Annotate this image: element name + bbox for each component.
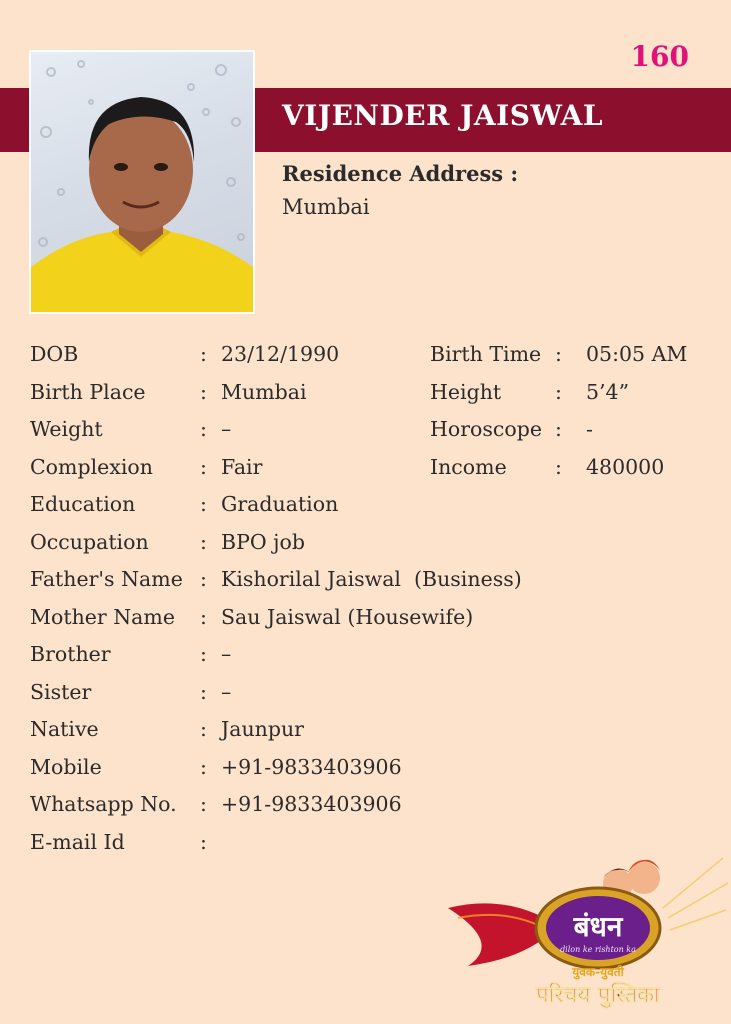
profile-name: VIJENDER JAISWAL: [282, 99, 604, 132]
person-portrait-icon: [31, 52, 253, 312]
separator: :: [555, 342, 562, 366]
sister-value: –: [221, 679, 232, 704]
detail-row: [30, 413, 710, 451]
separator: :: [200, 454, 207, 479]
fathers-name-label: Father's Name: [30, 567, 183, 591]
separator: :: [200, 567, 207, 591]
mother-name-label: Mother Name: [30, 604, 175, 629]
bandhan-logo: [448, 848, 728, 1018]
sister-label: Sister: [30, 679, 92, 704]
fathers-name-value: Kishorilal Jaiswal (Business): [221, 567, 522, 591]
occupation-label: Occupation: [30, 529, 149, 554]
brother-label: Brother: [30, 642, 111, 666]
logo-line2: परिचय पुस्तिका: [536, 983, 660, 1008]
weight-value: –: [221, 417, 232, 441]
height-value: 5’4”: [586, 379, 630, 404]
page-number: 160: [630, 40, 689, 73]
native-label: Native: [30, 717, 99, 741]
detail-row: [30, 526, 710, 564]
horoscope-value: -: [586, 417, 593, 441]
logo-tagline: dilon ke rishton ka: [560, 945, 636, 954]
detail-row: [30, 788, 710, 826]
detail-row: [30, 751, 710, 789]
separator: :: [200, 604, 207, 629]
height-label: Height: [430, 379, 502, 404]
mobile-value: +91-9833403906: [221, 754, 402, 779]
separator: :: [200, 754, 207, 779]
separator: :: [200, 829, 207, 854]
residence-address-label: Residence Address :: [282, 161, 519, 186]
brother-value: –: [221, 642, 232, 666]
separator: :: [200, 679, 207, 704]
birth-time-label: Birth Time: [430, 342, 542, 366]
separator: :: [200, 379, 207, 404]
separator: :: [200, 717, 207, 741]
separator: :: [200, 417, 207, 441]
separator: :: [200, 492, 207, 516]
mother-name-value: Sau Jaiswal (Housewife): [221, 604, 474, 629]
occupation-value: BPO job: [221, 529, 306, 554]
detail-row: [30, 601, 710, 639]
complexion-label: Complexion: [30, 454, 153, 479]
separator: :: [200, 792, 207, 816]
detail-row: [30, 676, 710, 714]
detail-row: [30, 563, 710, 601]
income-value: 480000: [586, 454, 665, 479]
details-table: [30, 338, 710, 863]
detail-row: [30, 713, 710, 751]
birth-place-value: Mumbai: [221, 379, 307, 404]
whatsapp-value: +91-9833403906: [221, 792, 402, 816]
detail-row: [30, 338, 710, 376]
mobile-label: Mobile: [30, 754, 102, 779]
dob-label: DOB: [30, 342, 79, 366]
separator: :: [200, 642, 207, 666]
residence-address-value: Mumbai: [282, 195, 370, 219]
profile-photo: [29, 50, 255, 314]
logo-line1: युवक-युवती: [572, 965, 624, 979]
education-value: Graduation: [221, 492, 339, 516]
native-value: Jaunpur: [221, 717, 304, 741]
email-label: E-mail Id: [30, 829, 125, 854]
detail-row: [30, 451, 710, 489]
separator: :: [555, 379, 562, 404]
education-label: Education: [30, 492, 136, 516]
whatsapp-label: Whatsapp No.: [30, 792, 177, 816]
dob-value: 23/12/1990: [221, 342, 340, 366]
birth-place-label: Birth Place: [30, 379, 146, 404]
income-label: Income: [430, 454, 507, 479]
weight-label: Weight: [30, 417, 103, 441]
separator: :: [200, 342, 207, 366]
separator: :: [555, 417, 562, 441]
detail-row: [30, 488, 710, 526]
detail-row: [30, 638, 710, 676]
birth-time-value: 05:05 AM: [586, 342, 688, 366]
complexion-value: Fair: [221, 454, 263, 479]
logo-title: बंधन: [573, 910, 623, 943]
horoscope-label: Horoscope: [430, 417, 542, 441]
separator: :: [200, 529, 207, 554]
detail-row: [30, 376, 710, 414]
separator: :: [555, 454, 562, 479]
